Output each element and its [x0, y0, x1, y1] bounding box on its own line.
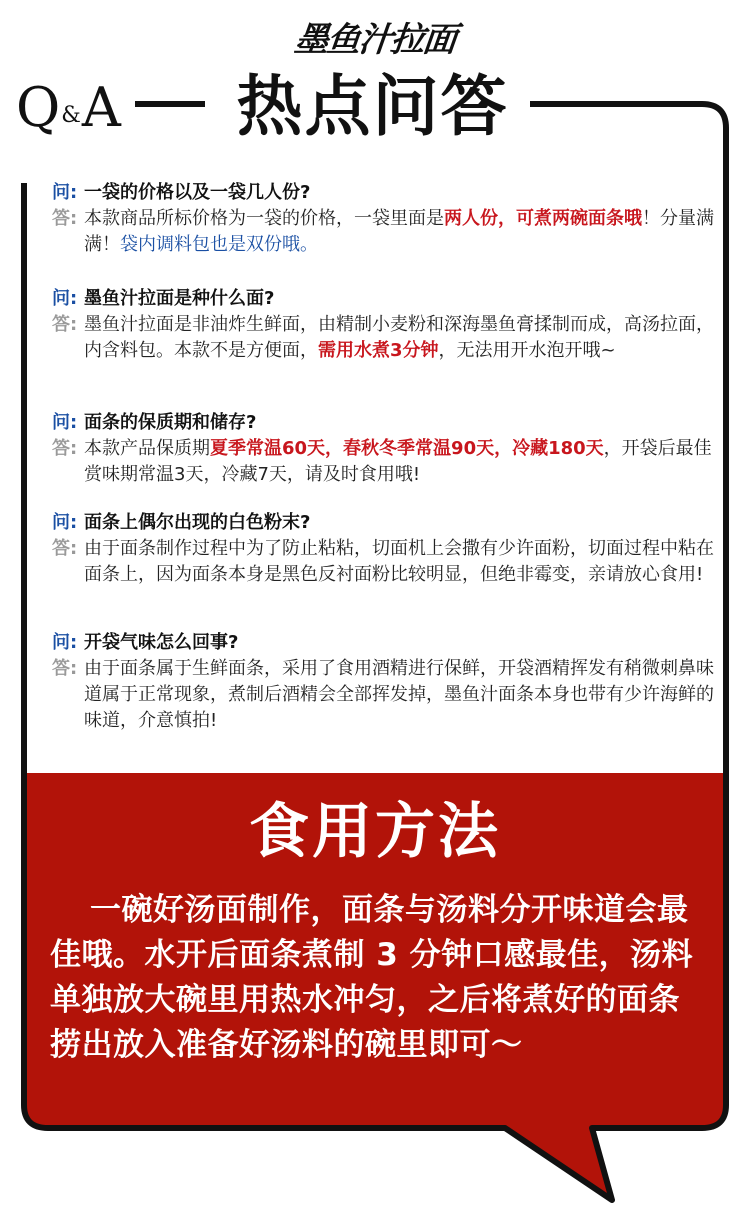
- qa-item: [52, 510, 724, 630]
- answer-text: ，无法用开水泡开哦~: [438, 340, 616, 361]
- question-text: 面条上偶尔出现的白色粉末?: [84, 512, 311, 533]
- question-row: [52, 630, 724, 656]
- question-row: [52, 286, 724, 312]
- answer-highlight: 两人份，可煮两碗面条哦: [444, 208, 642, 229]
- answer-tag: 答:: [52, 658, 78, 679]
- brand-logo: 墨鱼汁拉面: [292, 20, 457, 60]
- answer-row: [52, 536, 724, 588]
- question-tag: 问:: [52, 288, 78, 309]
- answer-text: ，开袋后最佳赏味期常温3天，冷藏7天，请及时食用哦!: [84, 438, 712, 485]
- qa-item: [52, 410, 724, 510]
- answer-tag: 答:: [52, 538, 78, 559]
- question-text: 一袋的价格以及一袋几人份?: [84, 182, 311, 203]
- question-text: 面条的保质期和储存?: [84, 412, 257, 433]
- answer-note: 袋内调料包也是双份哦。: [120, 234, 318, 255]
- qa-logo-q: Q: [16, 76, 61, 139]
- answer-tag: 答:: [52, 208, 78, 229]
- answer-highlight: 需用水煮3分钟: [318, 340, 439, 361]
- answer-row: [52, 436, 724, 488]
- answer-text: 由于面条属于生鲜面条，采用了食用酒精进行保鲜，开袋酒精挥发有稍微刺鼻味道属于正常现象，煮制后酒精会全部挥发掉，墨鱼汁面条本身也带有少许海鲜的味道，介意慎拍!: [84, 658, 714, 731]
- question-text: 开袋气味怎么回事?: [84, 632, 239, 653]
- page-title: 热点问答: [236, 68, 509, 145]
- question-tag: 问:: [52, 512, 78, 533]
- qa-item: [52, 180, 724, 286]
- answer-text: 本款商品所标价格为一袋的价格，一袋里面是: [84, 208, 444, 229]
- answer-text: 由于面条制作过程中为了防止粘粘，切面机上会撒有少许面粉，切面过程中粘在面条上，因为面条本身是黑色反衬面粉比较明显，但绝非霉变，亲请放心食用!: [84, 538, 714, 585]
- answer-row: [52, 312, 724, 364]
- question-row: [52, 180, 724, 206]
- question-tag: 问:: [52, 412, 78, 433]
- question-row: [52, 510, 724, 536]
- qa-logo-amp: &: [61, 103, 81, 128]
- question-tag: 问:: [52, 632, 78, 653]
- answer-row: [52, 206, 724, 258]
- answer-text: 墨鱼汁拉面是非油炸生鲜面，由精制小麦粉和深海墨鱼膏揉制而成，高汤拉面，内含料包。本款不是方便面，: [84, 314, 714, 361]
- answer-tag: 答:: [52, 314, 78, 335]
- answer-highlight: 夏季常温60天，春秋冬季常温90天，冷藏180天: [210, 438, 604, 459]
- qa-list: [52, 180, 724, 734]
- answer-row: [52, 656, 724, 734]
- question-tag: 问:: [52, 182, 78, 203]
- question-text: 墨鱼汁拉面是种什么面?: [84, 288, 275, 309]
- qa-item: [52, 286, 724, 410]
- question-row: [52, 410, 724, 436]
- answer-text: 本款产品保质期: [84, 438, 210, 459]
- qa-logo: [16, 78, 121, 138]
- answer-text: ！分量满满！: [84, 208, 714, 255]
- method-title: 食用方法: [249, 797, 501, 867]
- answer-tag: 答:: [52, 438, 78, 459]
- qa-item: [52, 630, 724, 734]
- qa-logo-a: A: [81, 76, 121, 139]
- method-body: 一碗好汤面制作，面条与汤料分开味道会最佳哦。水开后面条煮制 3 分钟口感最佳，汤料单独放大碗里用热水冲匀，之后将煮好的面条捞出放入准备好汤料的碗里即可～: [50, 892, 694, 1063]
